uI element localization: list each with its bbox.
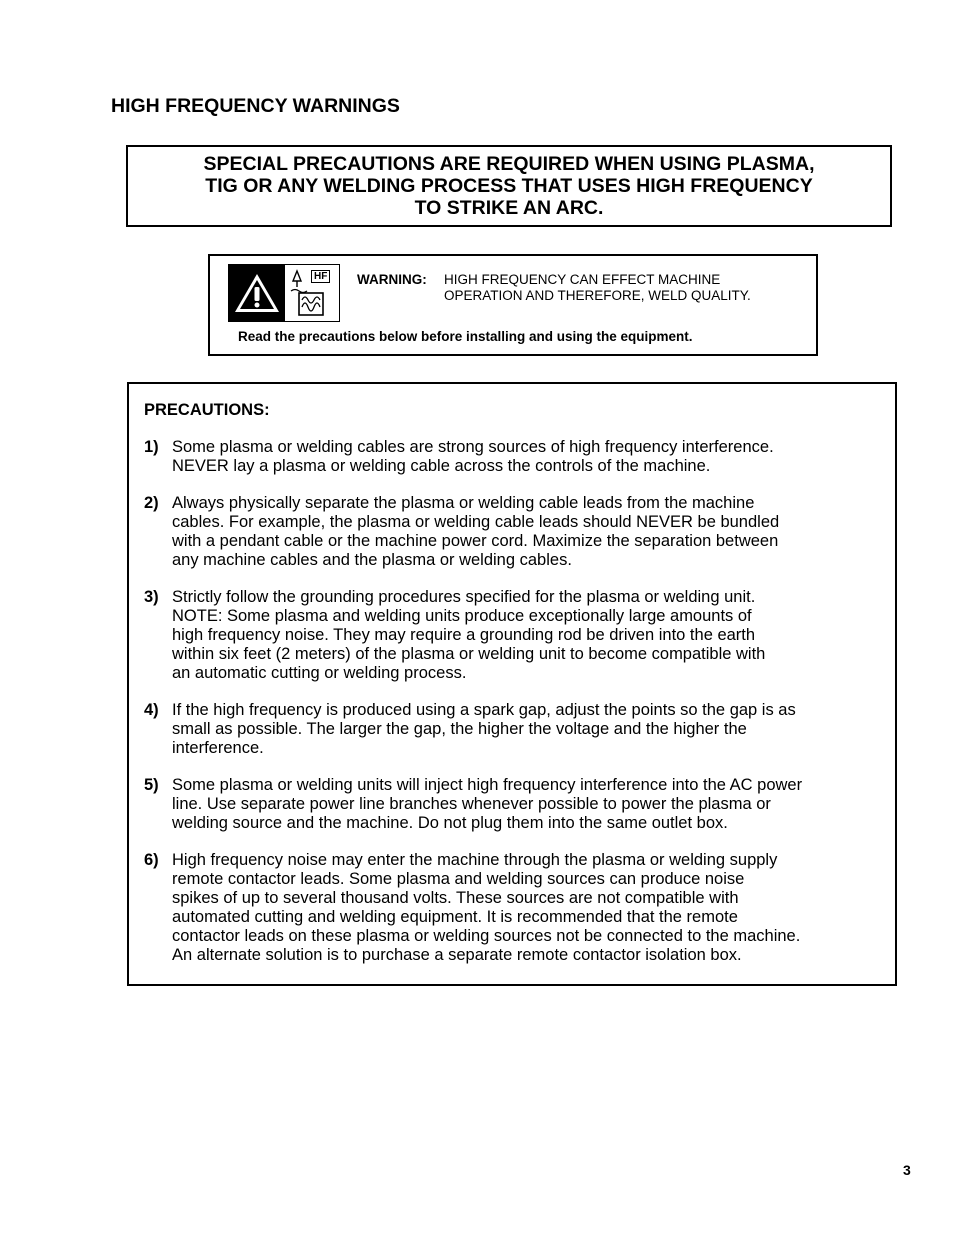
special-precautions-box bbox=[126, 145, 892, 227]
precaution-item bbox=[144, 776, 889, 833]
page-heading: HIGH FREQUENCY WARNINGS bbox=[111, 95, 400, 117]
precaution-number: 1) bbox=[144, 438, 159, 456]
precaution-line: An alternate solution is to purchase a separate remote contactor isolation box. bbox=[172, 946, 742, 964]
special-precautions-text bbox=[203, 153, 814, 219]
warning-text bbox=[444, 272, 751, 303]
precaution-number: 4) bbox=[144, 701, 159, 719]
warning-note: Read the precautions below before installing and using the equipment. bbox=[238, 329, 693, 344]
precaution-number: 3) bbox=[144, 588, 159, 606]
warning-text-line: OPERATION AND THEREFORE, WELD QUALITY. bbox=[444, 287, 751, 303]
precaution-item bbox=[144, 851, 889, 965]
precaution-line: contactor leads on these plasma or welding sources not be connected to the machine. bbox=[172, 927, 801, 945]
precaution-line: automated cutting and welding equipment. It is recommended that the remote bbox=[172, 908, 738, 926]
precaution-line: an automatic cutting or welding process. bbox=[172, 664, 467, 682]
precaution-item bbox=[144, 438, 889, 476]
precaution-line: Always physically separate the plasma or welding cable leads from the machine bbox=[172, 494, 755, 512]
warning-label: WARNING: bbox=[357, 272, 427, 287]
precaution-line: Some plasma or welding units will inject high frequency interference into the AC power bbox=[172, 776, 803, 794]
precaution-line: NEVER lay a plasma or welding cable across the controls of the machine. bbox=[172, 457, 711, 475]
precaution-line: high frequency noise. They may require a grounding rod be driven into the earth bbox=[172, 626, 756, 644]
precaution-line: remote contactor leads. Some plasma and welding sources can produce noise bbox=[172, 870, 745, 888]
precaution-item bbox=[144, 494, 889, 570]
special-line: TIG OR ANY WELDING PROCESS THAT USES HIGH FREQUENCY bbox=[205, 175, 813, 197]
precaution-line: High frequency noise may enter the machine through the plasma or welding supply bbox=[172, 851, 778, 869]
precaution-line: interference. bbox=[172, 739, 264, 757]
precaution-line: Some plasma or welding cables are strong sources of high frequency interference. bbox=[172, 438, 774, 456]
precaution-line: If the high frequency is produced using a spark gap, adjust the points so the gap is as bbox=[172, 701, 796, 719]
precaution-line: any machine cables and the plasma or welding cables. bbox=[172, 551, 572, 569]
precaution-line: with a pendant cable or the machine power cord. Maximize the separation between bbox=[172, 532, 779, 550]
warning-icons bbox=[228, 264, 340, 322]
precaution-line: welding source and the machine. Do not plug them into the same outlet box. bbox=[172, 814, 728, 832]
precaution-line: small as possible. The larger the gap, the higher the voltage and the higher the bbox=[172, 720, 747, 738]
warning-box bbox=[208, 254, 818, 356]
precaution-line: Strictly follow the grounding procedures specified for the plasma or welding unit. bbox=[172, 588, 756, 606]
precaution-line: NOTE: Some plasma and welding units produce exceptionally large amounts of bbox=[172, 607, 752, 625]
precaution-line: cables. For example, the plasma or welding cable leads should NEVER be bundled bbox=[172, 513, 780, 531]
precaution-number: 6) bbox=[144, 851, 159, 869]
page-number: 3 bbox=[903, 1162, 911, 1178]
hf-label: HF bbox=[311, 270, 330, 283]
precaution-item bbox=[144, 701, 889, 758]
precaution-line: within six feet (2 meters) of the plasma or welding unit to become compatible with bbox=[172, 645, 766, 663]
precautions-list bbox=[144, 438, 889, 983]
high-frequency-hazard-icon bbox=[285, 265, 339, 321]
special-line: TO STRIKE AN ARC. bbox=[414, 197, 604, 219]
precaution-number: 5) bbox=[144, 776, 159, 794]
precautions-box bbox=[127, 382, 897, 986]
precaution-line: line. Use separate power line branches whenever possible to power the plasma or bbox=[172, 795, 771, 813]
precaution-line: spikes of up to several thousand volts. These sources are not compatible with bbox=[172, 889, 739, 907]
precaution-number: 2) bbox=[144, 494, 159, 512]
special-line: SPECIAL PRECAUTIONS ARE REQUIRED WHEN USING PLASMA, bbox=[203, 153, 815, 175]
precautions-title: PRECAUTIONS: bbox=[144, 401, 270, 419]
warning-text-line: HIGH FREQUENCY CAN EFFECT MACHINE bbox=[444, 272, 721, 287]
warning-triangle-icon bbox=[229, 265, 285, 321]
precaution-item bbox=[144, 588, 889, 683]
